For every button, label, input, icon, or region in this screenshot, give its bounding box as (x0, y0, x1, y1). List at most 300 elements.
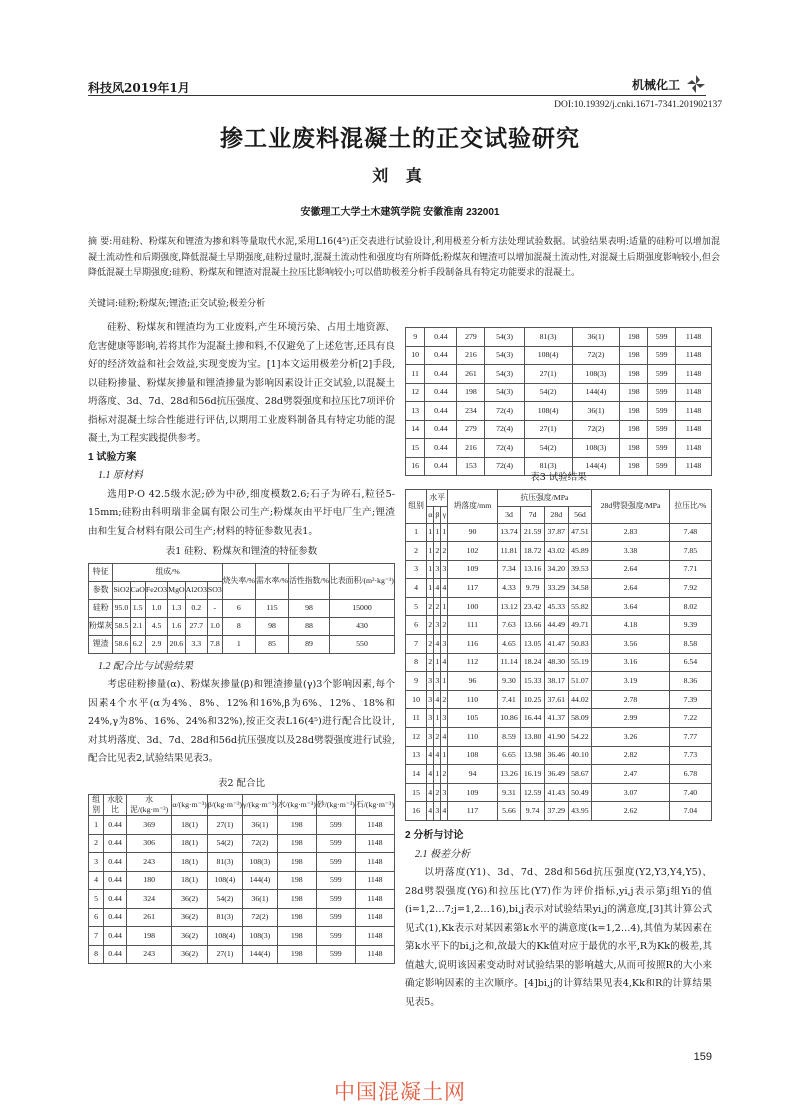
table-cell: 5 (89, 890, 104, 909)
table-row (406, 802, 712, 821)
t1-header-activity: 活性指数/% (289, 563, 330, 599)
analysis-paragraph: 以坍落度(Y1)、3d、7d、28d和56d抗压强度(Y2,Y3,Y4,Y5)、28d劈裂强度(Y6)和拉压比(Y7)作为评价指标,yi,j表示第j组Yi的值(i=1,2…7;j=1,2…16),bi,j表示对试验结果yi,j的满意度,[3]其计算公式见式(1),Kk表示对某因素第k水平的满意度(k=1,2…4),其值为某因素在第k水平下的bi,j之和,故最大的Kk值对应于最优的水平,R为Kk的极差,其值越大,说明该因素变动时对试验结果的影响越大,从而可按照R的大小来确定影响因素的主次顺序。[4]bi,j的计算结果见表4,Kk和R的计算结果见表5。 (405, 867, 712, 1008)
table-row (406, 579, 712, 598)
section-1-1-heading: 1.1 原材料 (98, 470, 143, 481)
table-cell: 1 (434, 765, 441, 784)
table-cell: 2 (406, 542, 427, 561)
table-cell: 2.83 (592, 523, 670, 542)
table-cell: 1.0 (207, 617, 222, 635)
table-cell: 1148 (355, 890, 394, 909)
table-cell: 8 (222, 617, 255, 635)
t1-header-param: 参数 (89, 581, 113, 599)
t3-header-7d: 7d (521, 506, 545, 523)
table-cell: 198 (277, 871, 316, 890)
section-2-1-heading: 2.1 极差分析 (415, 848, 470, 860)
table-cell: 4 (434, 690, 441, 709)
table-cell: 12 (406, 728, 427, 747)
table-cell: 3.64 (592, 597, 670, 616)
table-cell: 16 (406, 802, 427, 821)
table-cell: 4 (427, 802, 434, 821)
t2-header-cell: γ/(kg·m⁻³) (243, 795, 278, 816)
table-cell: 153 (457, 457, 485, 476)
table-cell: 198 (620, 420, 648, 439)
table-cell: 16.19 (521, 765, 545, 784)
table-cell: 6.78 (669, 765, 711, 784)
table-cell: 36.46 (544, 746, 568, 765)
table-3-caption: 表3 试验结果 (530, 472, 587, 483)
table-row (89, 853, 395, 872)
table-cell: 7 (406, 635, 427, 654)
table-cell: 34.58 (568, 579, 592, 598)
table-cell: 8.36 (669, 672, 711, 691)
table-row (406, 346, 712, 365)
table-cell: 粉煤灰 (89, 617, 113, 635)
table-cell: 6.54 (669, 653, 711, 672)
table-cell: 11.81 (497, 542, 521, 561)
table-cell: 6 (89, 908, 104, 927)
table-cell: 2 (441, 765, 448, 784)
materials-paragraph: 选用P·O 42.5级水泥;砂为中砂,细度模数2.6;石子为碎石,粒径5-15mm;硅粉由科明瑞非金属有限公司生产;粉煤灰由平圩电厂生产;锂渣由和生复合材料有限公司生产;材料的特征参数见表1。 (88, 488, 395, 537)
table-cell: 1148 (676, 365, 712, 384)
table-cell: 198 (126, 927, 172, 946)
t1-header-loss: 烧失率/% (222, 563, 255, 599)
table-cell: 11 (406, 709, 427, 728)
table-cell: 3.16 (592, 653, 670, 672)
table-cell: 4 (427, 783, 434, 802)
table-cell: 27(1) (207, 816, 242, 835)
table-row (406, 523, 712, 542)
table-cell: 1 (222, 635, 255, 653)
table-row (406, 728, 712, 747)
table-cell: 1.6 (168, 617, 186, 635)
table-cell: 37.29 (544, 802, 568, 821)
table-cell: 7.40 (669, 783, 711, 802)
table-cell: 45.33 (544, 597, 568, 616)
table-cell: 36(1) (243, 890, 278, 909)
table-cell: 81(3) (524, 328, 572, 347)
section-1-2-heading: 1.2 配合比与试验结果 (98, 660, 193, 672)
table-cell: 41.43 (544, 783, 568, 802)
table-cell: 3.38 (592, 542, 670, 561)
table-cell: 20.6 (168, 635, 186, 653)
table-cell: 72(4) (485, 457, 524, 476)
table-cell: 72(2) (572, 420, 620, 439)
table-cell: 55.19 (568, 653, 592, 672)
table-cell: 1 (441, 746, 448, 765)
journal-section (632, 74, 706, 94)
table-cell: 2.78 (592, 690, 670, 709)
table-cell: 1 (434, 653, 441, 672)
table-cell: 116 (448, 635, 497, 654)
table-cell: 198 (620, 328, 648, 347)
table-cell: 599 (648, 346, 676, 365)
table-cell: 12.59 (521, 783, 545, 802)
table-cell: 9 (406, 672, 427, 691)
table-cell: 2 (434, 728, 441, 747)
table-row (406, 616, 712, 635)
table-cell: 1 (89, 816, 104, 835)
table-cell: 198 (620, 439, 648, 458)
table-cell: 72(4) (485, 439, 524, 458)
table-cell: 198 (620, 383, 648, 402)
table-cell: 2 (89, 834, 104, 853)
table-cell: 0.44 (425, 328, 457, 347)
table-cell: 72(2) (243, 908, 278, 927)
keywords: 关键词:硅粉;粉煤灰;锂渣;正交试验;极差分析 (88, 299, 266, 309)
table-cell: 37.61 (544, 690, 568, 709)
table-cell: 110 (448, 690, 497, 709)
table-cell: 36(1) (572, 402, 620, 421)
table-cell: 54(3) (485, 346, 524, 365)
table-cell: 2.47 (592, 765, 670, 784)
table-cell: 47.51 (568, 523, 592, 542)
table-cell: 14 (406, 420, 425, 439)
table-cell: 3 (406, 560, 427, 579)
table-cell: 180 (126, 871, 172, 890)
table-cell: 36.49 (544, 765, 568, 784)
table-cell: 2 (434, 597, 441, 616)
table-cell: 4 (427, 765, 434, 784)
table-cell: 2.82 (592, 746, 670, 765)
t1-oxide-header: MgO (168, 581, 186, 599)
table-cell: 27(1) (207, 945, 242, 964)
table-cell: 0.44 (425, 457, 457, 476)
table-cell: 599 (316, 908, 355, 927)
table-cell: 锂渣 (89, 635, 113, 653)
table-cell: 1148 (676, 439, 712, 458)
table-cell: - (207, 599, 222, 617)
table-1 (88, 563, 395, 654)
table-cell: 0.44 (104, 890, 127, 909)
table-cell: 54(2) (524, 383, 572, 402)
t3-header-3d: 3d (497, 506, 521, 523)
table-cell: 111 (448, 616, 497, 635)
t2-header-cell: 水泥/(kg·m⁻³) (126, 795, 172, 816)
table-row (406, 709, 712, 728)
table-cell: 2 (434, 783, 441, 802)
table-cell: 36(2) (172, 890, 207, 909)
table-cell: 11 (406, 365, 425, 384)
table-cell: 41.47 (544, 635, 568, 654)
t2-header-cell: 组别 (89, 795, 104, 816)
table-row (406, 783, 712, 802)
table-row (406, 653, 712, 672)
table-cell: 13.98 (521, 746, 545, 765)
table-cell: 2 (427, 597, 434, 616)
table-cell: 1 (441, 597, 448, 616)
table-cell: 2 (427, 653, 434, 672)
table-cell: 3 (89, 853, 104, 872)
table-cell: 7.8 (207, 635, 222, 653)
table-cell: 14 (406, 765, 427, 784)
table-cell: 4.33 (497, 579, 521, 598)
table-cell: 198 (277, 853, 316, 872)
table-cell: 430 (330, 617, 395, 635)
table-cell: 27.7 (185, 617, 207, 635)
table-row (406, 365, 712, 384)
table-cell: 37.87 (544, 523, 568, 542)
table-cell: 27(1) (524, 365, 572, 384)
table-cell: 108(3) (572, 365, 620, 384)
table-cell: 9.39 (669, 616, 711, 635)
pinwheel-logo-icon (686, 74, 706, 94)
table-cell: 44.49 (544, 616, 568, 635)
table-cell: 599 (648, 439, 676, 458)
table-cell: 13.05 (521, 635, 545, 654)
table-cell: 50.49 (568, 783, 592, 802)
table-cell: 3 (427, 690, 434, 709)
table-cell: 599 (316, 816, 355, 835)
table-cell: 243 (126, 853, 172, 872)
table-cell: 1148 (355, 945, 394, 964)
table-row (89, 816, 395, 835)
table-cell: 0.44 (104, 834, 127, 853)
table-cell: 108(4) (207, 927, 242, 946)
t3-header-compressive: 抗压强度/MPa (497, 489, 592, 506)
table-cell: 7.77 (669, 728, 711, 747)
table-cell: 4 (434, 746, 441, 765)
table-cell: 3.07 (592, 783, 670, 802)
table-cell: 54(2) (207, 890, 242, 909)
table-cell: 72(2) (243, 834, 278, 853)
t2-header-cell: 砂/(kg·m⁻³) (316, 795, 355, 816)
table-cell: 13 (406, 402, 425, 421)
page-number: 159 (693, 1051, 712, 1063)
table-cell: 0.44 (104, 816, 127, 835)
t2-header-cell: β/(kg·m⁻³) (207, 795, 242, 816)
table-cell: 5.66 (497, 802, 521, 821)
table-cell: 3.56 (592, 635, 670, 654)
table-cell: 40.10 (568, 746, 592, 765)
watermark: 中国混凝土网 (334, 1080, 466, 1104)
intro-paragraph: 硅粉、粉煤灰和锂渣均为工业废料,产生环境污染、占用土地资源、危害健康等影响,若将其作为混凝土掺和料,不仅避免了上述危害,还具有良好的经济效益和社会效益,实现变废为宝。[1]本文运用极差分析[2]手段,以硅粉掺量、粉煤灰掺量和锂渣掺量为影响因素设计正交试验,以混凝土坍落度、3d、7d、28d和56d抗压强度、28d劈裂强度和拉压比7项评价指标对混凝土综合性能进行评估,以期用工业废料制备具有特定功能的混凝土,为工程实践提供参考。 (88, 322, 395, 444)
table-3 (405, 489, 712, 822)
table-cell: 7.39 (669, 690, 711, 709)
table-cell: 279 (457, 420, 485, 439)
table-row (89, 945, 395, 964)
left-column (88, 319, 395, 964)
table-cell: 7.73 (669, 746, 711, 765)
table-cell: 109 (448, 560, 497, 579)
table-cell: 550 (330, 635, 395, 653)
table-cell: 1148 (355, 927, 394, 946)
table-cell: 0.44 (425, 365, 457, 384)
table-cell: 2 (441, 542, 448, 561)
table-cell: 3 (441, 635, 448, 654)
table-cell: 6 (222, 599, 255, 617)
table-cell: 9.79 (521, 579, 545, 598)
table-cell: 81(3) (207, 853, 242, 872)
table-cell: 1148 (676, 402, 712, 421)
table-cell: 3 (441, 709, 448, 728)
table-cell: 198 (277, 816, 316, 835)
t1-oxide-header: Fe2O3 (145, 581, 167, 599)
table-cell: 8.59 (497, 728, 521, 747)
table-cell: 306 (126, 834, 172, 853)
table-cell: 0.44 (104, 908, 127, 927)
table-cell: 1148 (355, 834, 394, 853)
table-cell: 4 (441, 653, 448, 672)
table-cell: 36(1) (572, 328, 620, 347)
table-row (89, 890, 395, 909)
table-cell: 3 (434, 560, 441, 579)
table-row (406, 746, 712, 765)
table-cell: 3.19 (592, 672, 670, 691)
table-cell: 0.44 (104, 945, 127, 964)
table-cell: 3.26 (592, 728, 670, 747)
table-cell: 6.65 (497, 746, 521, 765)
journal-issue: 科技风2019年1月 (88, 81, 190, 95)
table-cell: 3 (434, 672, 441, 691)
table-cell: 7.85 (669, 542, 711, 561)
table-cell: 144(4) (572, 383, 620, 402)
table-cell: 1 (434, 709, 441, 728)
table-cell: 38.17 (544, 672, 568, 691)
table-cell: 102 (448, 542, 497, 561)
table-cell: 16 (406, 457, 425, 476)
table-cell: 10.25 (521, 690, 545, 709)
t3-header-splitting: 28d劈裂强度/MPa (592, 489, 670, 523)
table-cell: 8 (406, 653, 427, 672)
table-cell: 0.44 (425, 420, 457, 439)
table-cell: 4 (441, 802, 448, 821)
table-cell: 98 (255, 617, 288, 635)
table-cell: 4 (427, 746, 434, 765)
t1-oxide-header: CaO (130, 581, 145, 599)
table-cell: 2 (427, 616, 434, 635)
table-cell: 15 (406, 439, 425, 458)
table-cell: 41.90 (544, 728, 568, 747)
table-cell: 54(2) (524, 439, 572, 458)
table-cell: 6 (406, 616, 427, 635)
table-cell: 16.44 (521, 709, 545, 728)
table-cell: 1.3 (168, 599, 186, 617)
t1-oxide-header: Al2O3 (185, 581, 207, 599)
table-cell: 硅粉 (89, 599, 113, 617)
t3-header-ratio: 拉压比/% (669, 489, 711, 523)
table-2-caption: 表2 配合比 (217, 777, 266, 789)
table-cell: 108(4) (524, 346, 572, 365)
table-cell: 7.22 (669, 709, 711, 728)
table-row (89, 617, 395, 635)
table-cell: 198 (277, 834, 316, 853)
table-cell: 0.44 (104, 871, 127, 890)
right-column (405, 467, 712, 1012)
table-cell: 9 (406, 328, 425, 347)
table-cell: 4 (441, 579, 448, 598)
table-cell: 43.02 (544, 542, 568, 561)
table-cell: 50.83 (568, 635, 592, 654)
table-cell: 4.18 (592, 616, 670, 635)
t3-header-gamma: γ (441, 506, 448, 523)
table-cell: 1 (406, 523, 427, 542)
table-cell: 2 (441, 690, 448, 709)
t3-header-alpha: α (427, 506, 434, 523)
table-cell: 36(1) (243, 816, 278, 835)
table-cell: 15000 (330, 599, 395, 617)
table-row (89, 635, 395, 653)
table-cell: 1 (427, 579, 434, 598)
table-cell: 4.65 (497, 635, 521, 654)
table-cell: 13 (406, 746, 427, 765)
table-cell: 144(4) (243, 871, 278, 890)
table-cell: 216 (457, 439, 485, 458)
table-row (89, 927, 395, 946)
journal-section-label: 机械化工 (631, 77, 680, 92)
table-cell: 88 (289, 617, 330, 635)
table-row (406, 597, 712, 616)
table-cell: 599 (648, 328, 676, 347)
table-cell: 1148 (355, 908, 394, 927)
table-cell: 2 (427, 635, 434, 654)
table-cell: 18(1) (172, 871, 207, 890)
table-cell: 81(3) (207, 908, 242, 927)
table-cell: 94 (448, 765, 497, 784)
table-cell: 4 (406, 579, 427, 598)
table-cell: 3 (427, 728, 434, 747)
table-cell: 18(1) (172, 816, 207, 835)
table-cell: 0.44 (425, 383, 457, 402)
table-cell: 198 (620, 402, 648, 421)
table-cell: 10 (406, 690, 427, 709)
table-cell: 2.64 (592, 579, 670, 598)
table-cell: 1148 (676, 383, 712, 402)
table-cell: 0.44 (104, 927, 127, 946)
table-row (89, 834, 395, 853)
table-cell: 1 (441, 523, 448, 542)
table-cell: 2.1 (130, 617, 145, 635)
table-cell: 58.09 (568, 709, 592, 728)
section-2-heading: 2 分析与讨论 (405, 830, 464, 841)
table-cell: 1 (441, 672, 448, 691)
article-title: 掺工业废料混凝土的正交试验研究 (220, 125, 580, 152)
table-row (406, 420, 712, 439)
table-cell: 45.89 (568, 542, 592, 561)
table-cell: 1148 (676, 420, 712, 439)
table-cell: 3 (434, 616, 441, 635)
t1-oxide-header: SiO2 (113, 581, 130, 599)
table-cell: 11.14 (497, 653, 521, 672)
table-cell: 1148 (355, 816, 394, 835)
table-cell: 108(4) (524, 402, 572, 421)
table-cell: 12 (406, 383, 425, 402)
table-cell: 41.37 (544, 709, 568, 728)
table-cell: 58.67 (568, 765, 592, 784)
table-cell: 108 (448, 746, 497, 765)
table-2-part-1 (88, 794, 395, 964)
table-cell: 2 (434, 542, 441, 561)
table-cell: 0.2 (185, 599, 207, 617)
table-cell: 1148 (355, 871, 394, 890)
table-cell: 1148 (676, 346, 712, 365)
t3-header-level: 水平 (427, 489, 448, 506)
table-cell: 85 (255, 635, 288, 653)
table-cell: 72(2) (572, 346, 620, 365)
table-cell: 95.0 (113, 599, 130, 617)
table-row (406, 690, 712, 709)
table-cell: 0.44 (104, 853, 127, 872)
table-cell: 13.12 (497, 597, 521, 616)
table-cell: 216 (457, 346, 485, 365)
table-cell: 108(3) (243, 853, 278, 872)
t3-header-slump: 坍落度/mm (448, 489, 497, 523)
table-cell: 96 (448, 672, 497, 691)
table-cell: 1 (427, 542, 434, 561)
table-row (406, 560, 712, 579)
table-cell: 117 (448, 802, 497, 821)
table-cell: 599 (648, 402, 676, 421)
t1-header-water: 需水率/% (255, 563, 288, 599)
